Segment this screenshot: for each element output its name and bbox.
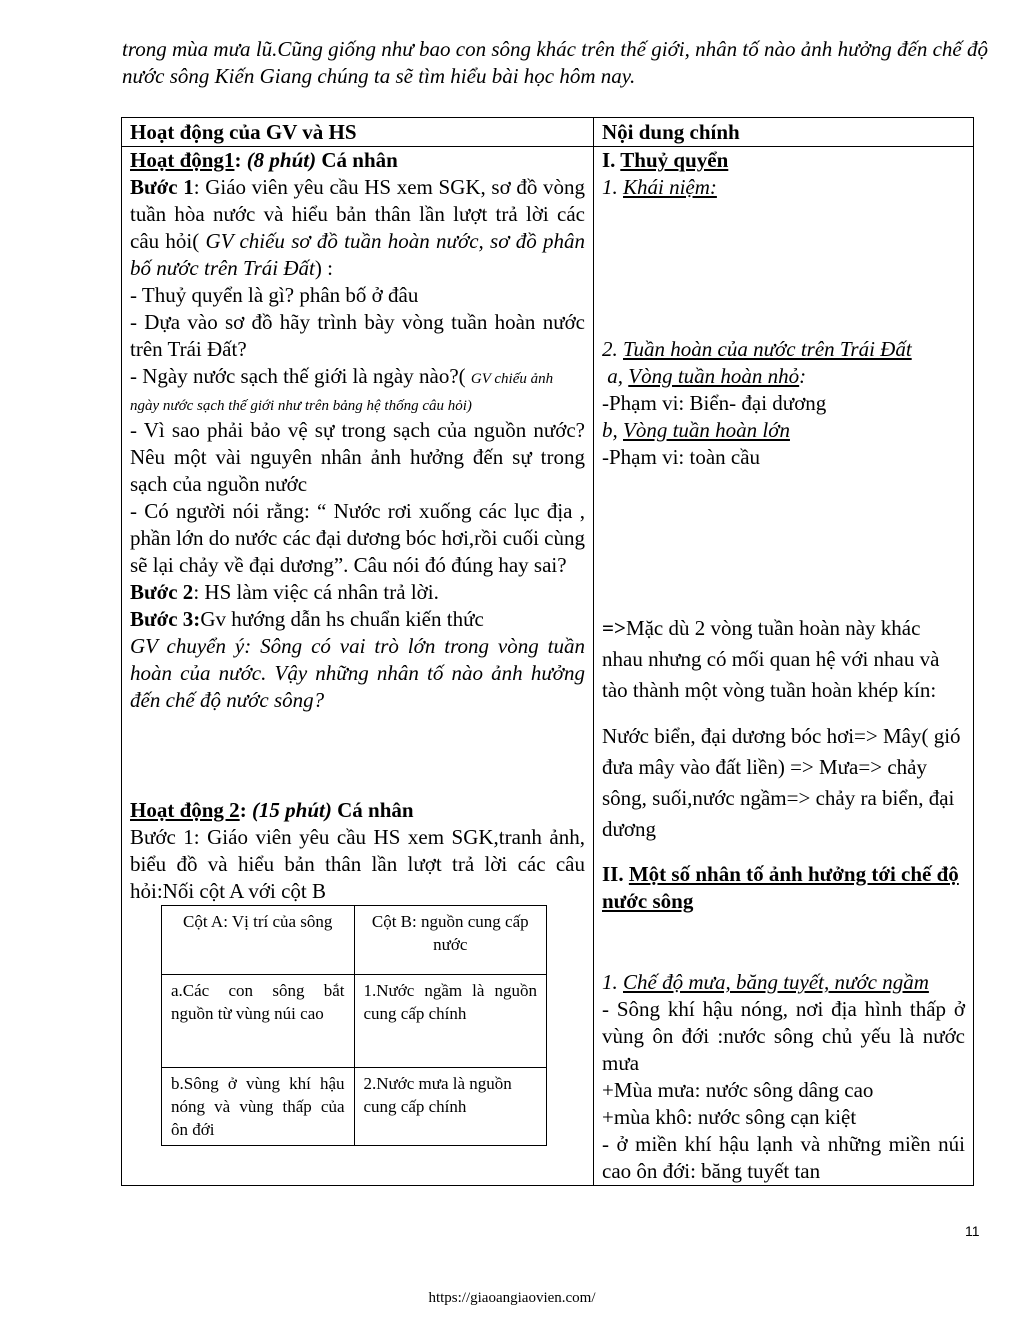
large-cycle-scope: -Phạm vi: toàn cầu — [602, 445, 761, 469]
activity-2-heading: Hoạt động 2: (15 phút) Cá nhân — [130, 798, 414, 822]
column-b-item: 1.Nước ngầm là nguồn cung cấp chính — [354, 975, 547, 1068]
section-2-heading: II. Một số nhân tố ảnh hưởng tới chế độ nước sông — [602, 862, 959, 913]
step-3: Bước 3:Gv hướng dẫn hs chuẩn kiến thức — [130, 607, 484, 631]
table-row — [162, 975, 547, 1068]
footer-url: https://giaoangiaovien.com/ — [428, 1290, 596, 1306]
section-1-1-heading: 1. Khái niệm: — [602, 175, 717, 199]
question-2: - Dựa vào sơ đồ hãy trình bày vòng tuần hoàn nước trên Trái Đất? — [130, 310, 585, 361]
table-row — [162, 1068, 547, 1146]
activity-2-step-1: Bước 1: Giáo viên yêu cầu HS xem SGK,tranh ảnh, biểu đồ và hiểu bản thân lần lượt trả lời các câu hỏi:Nối cột A với cột B — [130, 825, 585, 903]
column-a-item: a.Các con sông bắt nguồn từ vùng núi cao — [162, 975, 355, 1068]
section-1-2-heading: 2. Tuần hoàn của nước trên Trái Đất — [602, 337, 912, 361]
header-activities: Hoạt động của GV và HS — [122, 118, 594, 147]
matching-header-row — [162, 906, 547, 975]
table-header-row — [122, 118, 974, 147]
transition-note: GV chuyển ý: Sông có vai trò lớn trong vòng tuần hoàn của nước. Vậy những nhân tố nào ảnh hưởng đến chế độ nước sông? — [130, 634, 585, 712]
factor-line-4: - ở miền khí hậu lạnh và những miền núi cao ôn đới: băng tuyết tan — [602, 1132, 965, 1183]
matching-table — [161, 905, 547, 1146]
small-cycle-heading: a, Vòng tuần hoàn nhỏ: — [607, 364, 807, 388]
column-b-item: 2.Nước mưa là nguồn cung cấp chính — [354, 1068, 547, 1146]
factor-line-1: - Sông khí hậu nóng, nơi địa hình thấp ở vùng ôn đới :nước sông chủ yếu là nước mưa — [602, 997, 965, 1075]
question-3: - Ngày nước sạch thế giới là ngày nào?( GV chiếu ảnh ngày nước sạch thế giới như trên bảng hệ thống câu hỏi) — [130, 364, 554, 414]
column-a-header: Cột A: Vị trí của sông — [162, 906, 355, 975]
factor-line-3: +mùa khô: nước sông cạn kiệt — [602, 1105, 857, 1129]
intro-paragraph: trong mùa mưa lũ.Cũng giống như bao con sông khác trên thế giới, nhân tố nào ảnh hưởng đến chế độ nước sông Kiến Giang chúng ta sẽ tìm hiểu bài học hôm nay. — [122, 37, 988, 88]
column-b-header: Cột B: nguồn cung cấp nước — [354, 906, 547, 975]
step-2: Bước 2: HS làm việc cá nhân trả lời. — [130, 580, 439, 604]
question-5: - Có người nói rằng: “ Nước rơi xuống các lục địa , phần lớn do nước các đại dương bóc hơi,rồi cuối cùng sẽ lại chảy về đại dương”. Câu nói đó đúng hay sai? — [130, 499, 585, 577]
step-1: Bước 1: Giáo viên yêu cầu HS xem SGK, sơ đồ vòng tuần hòa nước và hiểu bản thân lần lượt trả lời các câu hỏi( GV chiếu sơ đồ tuần hoàn nước, sơ đồ phân bố nước trên Trái Đất) : — [130, 175, 586, 280]
small-cycle-scope: -Phạm vi: Biển- đại dương — [602, 391, 827, 415]
section-2-1-heading: 1. Chế độ mưa, băng tuyết, nước ngầm — [602, 970, 929, 994]
cycle-description: Nước biển, đại dương bóc hơi=> Mây( gió đưa mây vào đất liền) => Mưa=> chảy sông, suối,nước ngầm=> chảy ra biển, đại dương — [602, 724, 961, 841]
question-1: - Thuỷ quyển là gì? phân bố ở đâu — [130, 283, 419, 307]
lesson-table — [121, 117, 974, 1186]
table-row — [122, 147, 974, 1186]
header-main-content: Nội dung chính — [594, 118, 974, 147]
large-cycle-heading: b, Vòng tuần hoàn lớn — [602, 418, 790, 442]
page-number: 11 — [965, 1223, 980, 1239]
question-4: - Vì sao phải bảo vệ sự trong sạch của nguồn nước? Nêu một vài nguyên nhân ảnh hưởng đến sự trong sạch của nguồn nước — [130, 418, 585, 496]
factor-line-2: +Mùa mưa: nước sông dâng cao — [602, 1078, 874, 1102]
activities-cell — [122, 147, 594, 1186]
cycle-conclusion: =>Mặc dù 2 vòng tuần hoàn này khác nhau nhưng có mối quan hệ với nhau và tào thành một vòng tuần hoàn khép kín: — [602, 616, 940, 702]
activity-1-heading: Hoạt động1: (8 phút) Cá nhân — [130, 148, 398, 172]
column-a-item: b.Sông ở vùng khí hậu nóng và vùng thấp của ôn đới — [162, 1068, 355, 1146]
section-1-heading: I. Thuỷ quyển — [602, 148, 729, 172]
main-content-cell — [594, 147, 974, 1186]
